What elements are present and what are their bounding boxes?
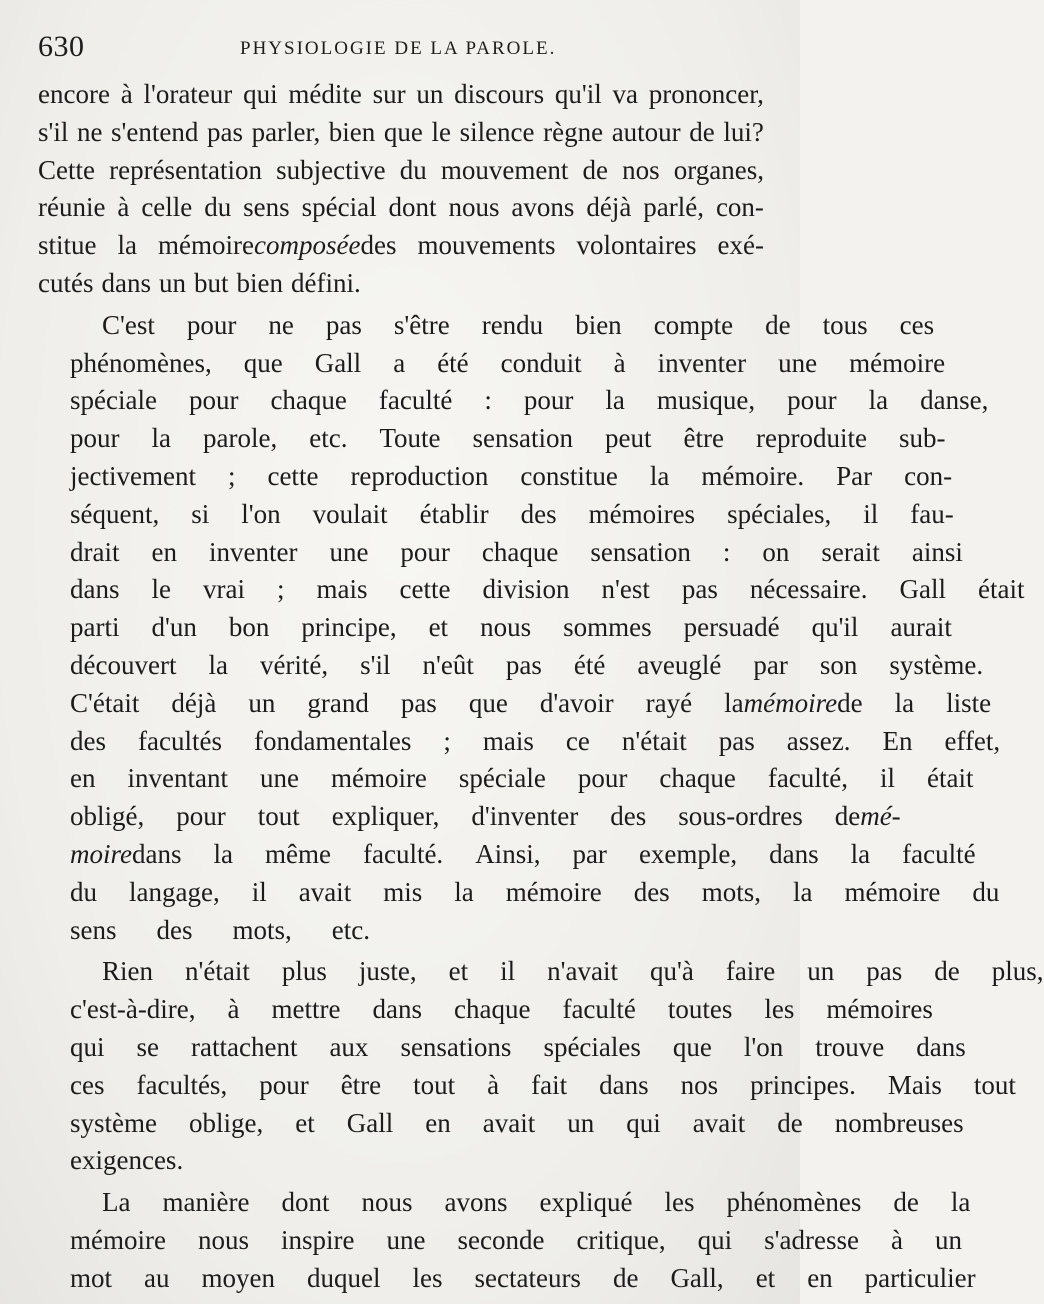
paragraph: [38, 953, 1044, 1180]
text-line: spéciale pour chaque faculté : pour la musique, pour la danse,: [70, 385, 989, 416]
text-line: C'était déjà un grand pas que d'avoir rayé lamémoirede la liste: [70, 687, 992, 718]
text-line: phénomènes, que Gall a été conduit à inventer une mémoire: [70, 347, 946, 378]
paragraph: [38, 76, 764, 303]
text-line: sens des mots, etc.: [70, 914, 370, 945]
text-line: ces facultés, pour être tout à fait dans nos principes. Mais tout: [70, 1069, 1016, 1100]
text-line: séquent, si l'on voulait établir des mémoires spéciales, il fau-: [70, 498, 954, 529]
text-line: c'est-à-dire, à mettre dans chaque faculté toutes les mémoires: [70, 994, 933, 1025]
text-line: en inventant une mémoire spéciale pour chaque faculté, il était: [70, 763, 974, 794]
body-text: [38, 76, 1044, 1298]
paragraph: [38, 307, 1025, 950]
text-line: encore à l'orateur qui médite sur un discours qu'il va prononcer,: [38, 79, 764, 109]
text-line: jectivement ; cette reproduction constitue la mémoire. Par con-: [70, 460, 953, 491]
text-line: dans le vrai ; mais cette division n'est pas nécessaire. Gall était: [70, 574, 1025, 605]
text-line: s'il ne s'entend pas parler, bien que le silence règne autour de lui?: [38, 116, 764, 147]
text-line: qui se rattachent aux sensations spéciales que l'on trouve dans: [70, 1031, 966, 1062]
text-line: découvert la vérité, s'il n'eût pas été aveuglé par son système.: [70, 649, 984, 680]
text-line: du langage, il avait mis la mémoire des mots, la mémoire du: [70, 876, 1000, 907]
text-line: drait en inventer une pour chaque sensation : on serait ainsi: [70, 536, 963, 567]
running-head: PHYSIOLOGIE DE LA PAROLE.: [240, 38, 557, 59]
text-line: Rien n'était plus juste, et il n'avait qu'à faire un pas de plus,: [102, 956, 1044, 987]
text-line: système oblige, et Gall en avait un qui avait de nombreuses: [70, 1107, 964, 1138]
text-line: cutés dans un but bien défini.: [38, 267, 361, 298]
text-line: stitue la mémoirecomposéedes mouvements volontaires exé-: [38, 230, 764, 261]
page-number: 630: [38, 30, 85, 63]
text-line: moiredans la même faculté. Ainsi, par exemple, dans la faculté: [70, 838, 976, 869]
text-line: exigences.: [70, 1145, 184, 1176]
text-line: des facultés fondamentales ; mais ce n'était pas assez. En effet,: [70, 725, 1001, 756]
text-line: C'est pour ne pas s'être rendu bien compte de tous ces: [102, 309, 935, 340]
text-line: parti d'un bon principe, et nous sommes persuadé qu'il aurait: [70, 612, 952, 643]
paragraph: [38, 1184, 976, 1297]
text-line: obligé, pour tout expliquer, d'inventer des sous-ordres demé-: [70, 801, 901, 832]
text-line: La manière dont nous avons expliqué les phénomènes de la: [102, 1187, 971, 1218]
text-line: mot au moyen duquel les sectateurs de Gall, et en particulier: [70, 1262, 976, 1293]
text-line: réunie à celle du sens spécial dont nous avons déjà parlé, con-: [38, 192, 764, 223]
page-header: [38, 30, 770, 70]
text-line: pour la parole, etc. Toute sensation peut être reproduite sub-: [70, 423, 946, 454]
text-line: Cette représentation subjective du mouvement de nos organes,: [38, 154, 764, 185]
text-line: mémoire nous inspire une seconde critique, qui s'adresse à un: [70, 1224, 962, 1255]
